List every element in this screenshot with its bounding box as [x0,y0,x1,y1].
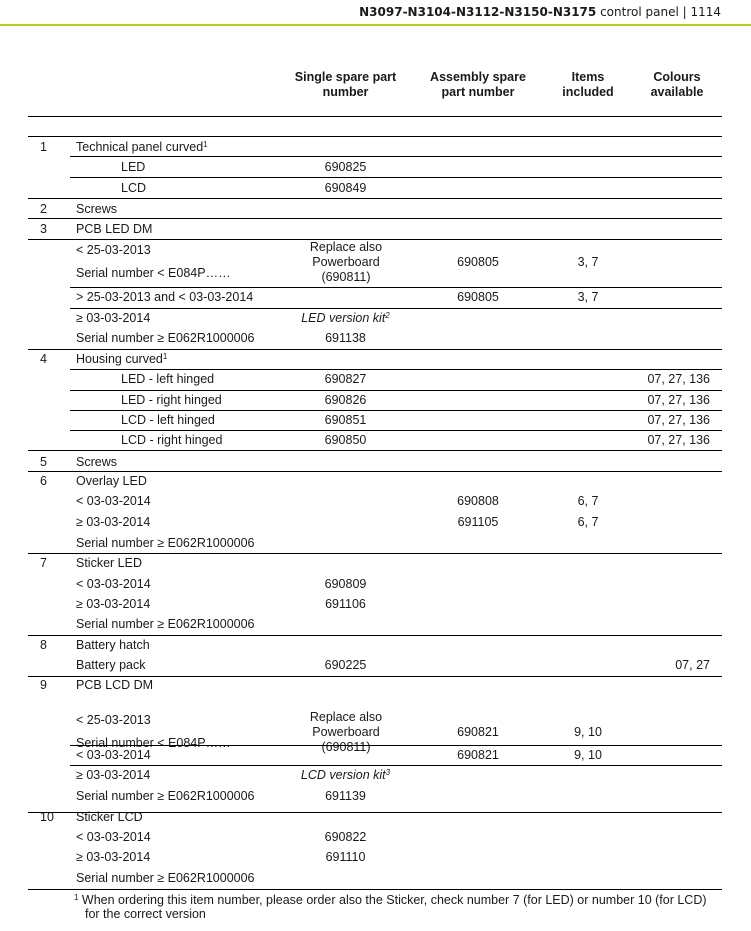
single-part-number: 691106 [325,597,366,611]
row-description [76,789,255,803]
row-number: 3 [40,222,47,236]
items-included: 9, 10 [574,748,602,762]
row-description-text: ≥ 03-03-2014 [76,515,151,529]
row-description [76,678,153,692]
single-part-number: 690827 [324,372,367,386]
single-part-note: Replace also Powerboard (690811) [309,710,383,754]
row-description [121,372,214,386]
row-number: 9 [40,678,47,692]
single-part-number: 691110 [325,850,366,864]
row-description [76,352,167,366]
row-description-text: Serial number ≥ E062R1000006 [76,331,255,345]
single-part-kit [283,311,408,325]
page-header [359,5,721,19]
single-part-number: 690826 [324,393,367,407]
footnote-ref: 1 [203,140,208,149]
row-number: 10 [40,810,54,824]
row-description-text: Battery hatch [76,638,150,652]
single-part-number: 690825 [324,160,367,174]
row-description-text: PCB LED DM [76,222,153,236]
single-part-number: 690850 [324,433,367,447]
row-number: 7 [40,556,47,570]
row-description [121,393,222,407]
single-part-number: 690225 [324,658,367,672]
row-description [76,850,150,864]
row-description [121,160,145,174]
single-part-number: 691139 [325,789,366,803]
row-description [76,748,151,762]
row-description-text: LCD [121,181,147,195]
assembly-part-number: 690805 [457,290,499,304]
colours-available: 07, 27, 136 [647,372,710,386]
row-description [121,413,215,427]
table-subrow-rule [70,369,722,370]
row-description [76,597,150,611]
row-description-text: Serial number ≥ E062R1000006 [76,789,255,803]
row-description [76,617,255,631]
row-description [76,222,152,236]
table-subrow-rule [70,745,722,746]
single-part-number: 691138 [325,331,366,345]
colours-available: 07, 27, 136 [647,413,710,427]
colours-available: 07, 27, 136 [647,433,710,447]
assembly-part-number: 690821 [457,748,499,762]
row-description [76,577,151,591]
table-top-rule [28,116,722,117]
table-row-rule [28,198,722,199]
row-description [76,311,150,325]
row-description-text: Overlay LED [76,474,147,488]
row-description [76,140,208,154]
table-row-rule [28,889,722,890]
footnote-text: When ordering this item number, please order also the Sticker, check number 7 (for LED) or number 10 (for LCD) for the correct version [78,893,707,921]
col-head-single: Single spare part number [294,70,397,99]
row-description-text: Screws [76,202,117,216]
row-description-text: > 25-03-2013 and < 03-03-2014 [76,290,254,304]
table-row-rule [28,239,722,240]
row-description-text: LCD - right hinged [121,433,223,447]
table-subrow-rule [70,765,722,766]
assembly-part-number: 690821 [457,725,499,739]
row-description-text: LCD - left hinged [121,413,215,427]
row-description [76,494,151,508]
row-description-text: Technical panel curved [76,140,204,154]
kit-label: LED version kit [301,311,386,325]
row-description [76,243,151,257]
table-row-rule [28,450,722,451]
row-description-text: Sticker LCD [76,810,143,824]
items-included: 9, 10 [574,725,602,739]
single-part-number: 690851 [324,413,367,427]
row-description-text: Sticker LED [76,556,142,570]
row-number: 8 [40,638,47,652]
table-row-rule [28,218,722,219]
single-part-kit [283,768,408,782]
row-description-serial: Serial number < E084P…… [76,266,231,280]
row-description-text: Serial number ≥ E062R1000006 [76,871,255,885]
header-title-bold: N3097-N3104-N3112-N3150-N3175 [359,5,597,19]
header-title-rest: control panel | 1114 [596,5,721,19]
row-description [76,658,145,672]
row-description-text: Serial number ≥ E062R1000006 [76,617,255,631]
col-head-assembly: Assembly spare part number [430,70,526,99]
colours-available: 07, 27, 136 [647,393,710,407]
row-description [76,290,253,304]
items-included: 3, 7 [577,255,599,269]
footnote-ref: 2 [385,311,390,320]
row-description-serial: Serial number < E084P…… [76,736,231,750]
row-number: 5 [40,455,47,469]
footnote [74,893,714,921]
row-description [76,871,255,885]
row-description [121,181,146,195]
col-head-items: Items included [562,70,614,99]
row-description-text: < 03-03-2014 [76,748,151,762]
kit-label: LCD version kit [300,768,386,782]
items-included: 3, 7 [577,290,599,304]
row-number: 4 [40,352,47,366]
row-description-text: < 03-03-2014 [76,577,151,591]
row-number: 2 [40,202,47,216]
row-description [76,830,151,844]
row-description [76,331,255,345]
footnote-mark: 1 [74,893,79,902]
row-description [121,433,222,447]
row-description-text: Housing curved [76,352,163,366]
assembly-part-number: 691105 [457,515,499,529]
row-description-text: Serial number ≥ E062R1000006 [76,536,255,550]
single-part-number: 690809 [324,577,367,591]
row-description [76,536,255,550]
table-row-rule [28,136,722,137]
row-description-text: < 25-03-2013 [76,713,151,727]
table-subrow-rule [70,390,722,391]
single-part-note: Replace also Powerboard (690811) [309,240,383,284]
row-description-text: < 25-03-2013 [76,243,151,257]
assembly-part-number: 690808 [457,494,499,508]
table-row-rule [28,553,722,554]
table-subrow-rule [70,156,722,157]
table-subrow-rule [70,410,722,411]
single-part-number: 690822 [324,830,367,844]
col-head-colours: Colours available [650,70,704,99]
row-description-text: LED - left hinged [121,372,215,386]
row-description [76,455,117,469]
row-description-text: LED - right hinged [121,393,222,407]
table-row-rule [28,812,722,813]
row-description [76,556,142,570]
row-description-text: < 03-03-2014 [76,830,151,844]
row-description [76,638,150,652]
footnote-ref: 1 [162,352,168,361]
row-description-text: ≥ 03-03-2014 [76,597,151,611]
row-description-text: Battery pack [76,658,146,672]
items-included: 6, 7 [577,515,599,529]
table-row-rule [28,635,722,636]
table-subrow-rule [70,287,722,288]
row-description-text: ≥ 03-03-2014 [76,850,151,864]
footnote-ref: 3 [385,768,391,777]
table-subrow-rule [70,308,722,309]
table-row-rule [28,349,722,350]
row-description [76,515,150,529]
colours-available: 07, 27 [675,658,710,672]
table-subrow-rule [70,177,722,178]
row-description-text: ≥ 03-03-2014 [76,768,151,782]
row-description-text: ≥ 03-03-2014 [76,311,151,325]
row-description-text: < 03-03-2014 [76,494,151,508]
header-rule [0,24,751,26]
row-description [76,202,117,216]
table-subrow-rule [70,430,722,431]
row-number: 6 [40,474,47,488]
row-number: 1 [40,140,47,154]
items-included: 6, 7 [577,494,599,508]
assembly-part-number: 690805 [457,255,499,269]
table-row-rule [28,676,722,677]
single-part-number: 690849 [324,181,367,195]
row-description [76,474,147,488]
row-description [76,713,151,727]
row-description-text: PCB LCD DM [76,678,154,692]
row-description-text: Screws [76,455,117,469]
row-description [76,768,150,782]
table-row-rule [28,471,722,472]
row-description-text: LED [121,160,146,174]
